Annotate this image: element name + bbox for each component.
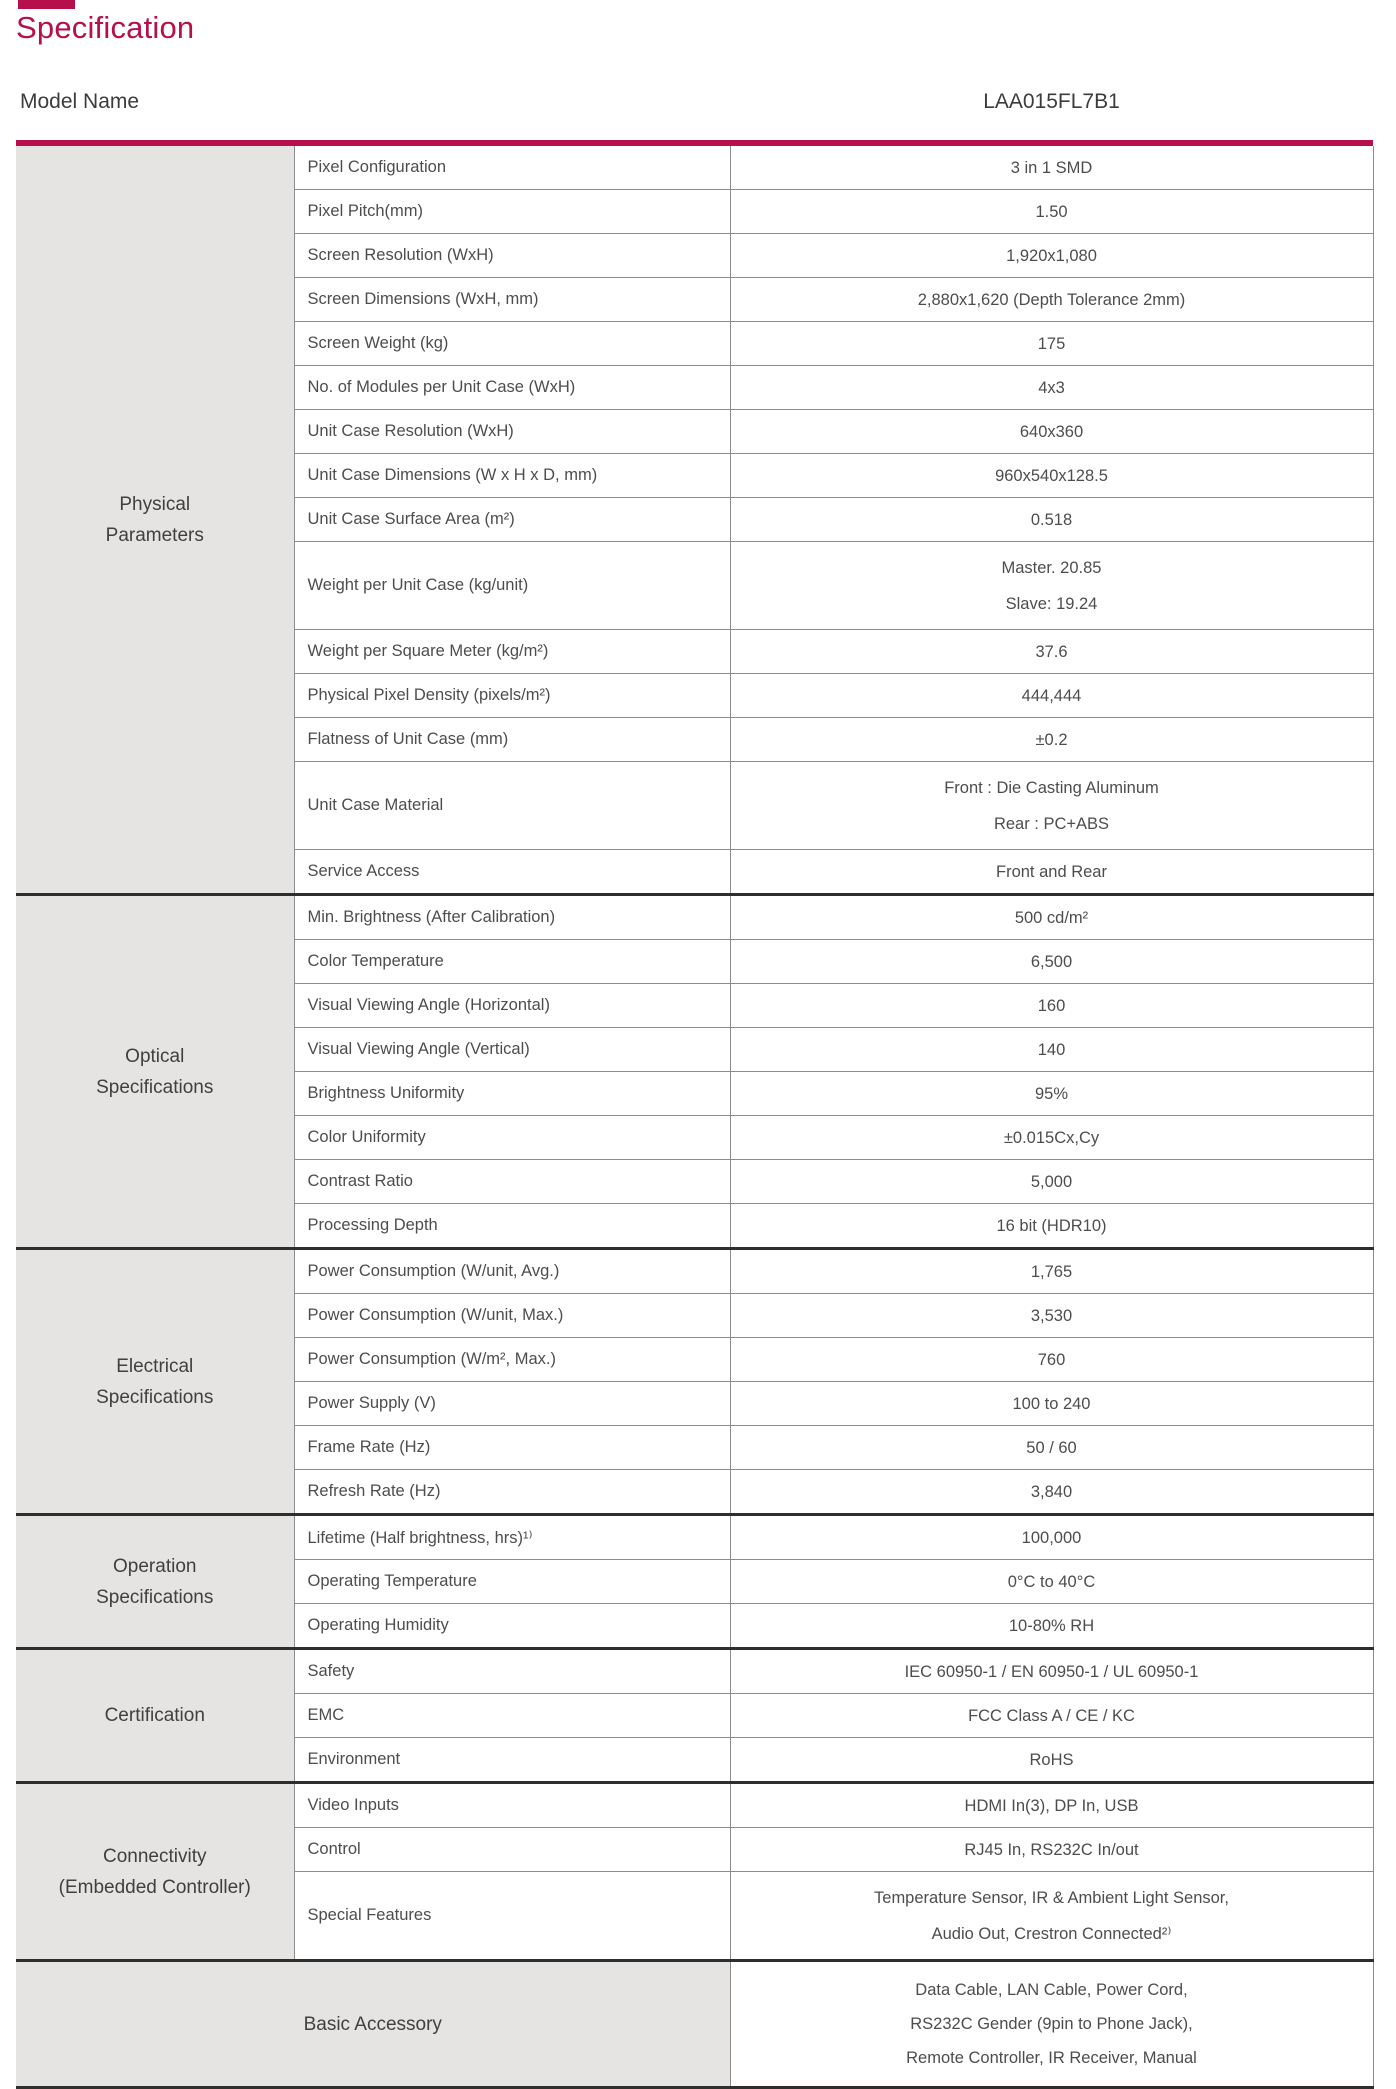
spec-label-cell: Screen Weight (kg) [294,322,730,366]
spec-value-cell: 16 bit (HDR10) [730,1204,1373,1249]
spec-label-cell: Screen Dimensions (WxH, mm) [294,278,730,322]
table-row [16,146,1373,190]
table-row [16,895,1373,940]
spec-value-cell: HDMI In(3), DP In, USB [730,1783,1373,1828]
section-category-cell: Physical Parameters [16,146,294,895]
spec-label-cell: Power Consumption (W/unit, Max.) [294,1294,730,1338]
spec-label-cell: Contrast Ratio [294,1160,730,1204]
spec-value-cell: 140 [730,1028,1373,1072]
spec-value-cell: Temperature Sensor, IR & Ambient Light Sensor, Audio Out, Crestron Connected²⁾ [730,1872,1373,1961]
spec-value-cell: 2,880x1,620 (Depth Tolerance 2mm) [730,278,1373,322]
spec-label-cell: Refresh Rate (Hz) [294,1470,730,1515]
spec-label-cell: Unit Case Surface Area (m²) [294,498,730,542]
spec-label-cell: Power Consumption (W/m², Max.) [294,1338,730,1382]
spec-value-cell: 10-80% RH [730,1604,1373,1649]
spec-value-cell: 444,444 [730,674,1373,718]
model-name-value: LAA015FL7B1 [983,90,1120,113]
spec-label-cell: Brightness Uniformity [294,1072,730,1116]
spec-value-cell: 5,000 [730,1160,1373,1204]
section-category-cell: Certification [16,1649,294,1783]
spec-label-cell: Color Uniformity [294,1116,730,1160]
spec-label-cell: Power Consumption (W/unit, Avg.) [294,1249,730,1294]
spec-value-cell: 3 in 1 SMD [730,146,1373,190]
spec-value-cell: 960x540x128.5 [730,454,1373,498]
spec-label-cell: Service Access [294,850,730,895]
spec-value-cell: ±0.2 [730,718,1373,762]
page-title: Specification [16,10,195,45]
table-row [16,1649,1373,1694]
spec-label-cell: Weight per Unit Case (kg/unit) [294,542,730,630]
spec-value-cell: 37.6 [730,630,1373,674]
spec-value-cell: IEC 60950-1 / EN 60950-1 / UL 60950-1 [730,1649,1373,1694]
spec-label-cell: Control [294,1828,730,1872]
spec-value-cell: 0°C to 40°C [730,1560,1373,1604]
basic-accessory-label-cell: Basic Accessory [16,1961,730,2088]
spec-label-cell: Flatness of Unit Case (mm) [294,718,730,762]
spec-table [16,140,1373,2089]
spec-value-cell: 95% [730,1072,1373,1116]
spec-label-cell: Safety [294,1649,730,1694]
section-category-cell: Connectivity (Embedded Controller) [16,1783,294,1961]
spec-label-cell: Weight per Square Meter (kg/m²) [294,630,730,674]
model-name-label: Model Name [20,90,140,113]
section-category-cell: Electrical Specifications [16,1249,294,1515]
spec-value-cell: Front and Rear [730,850,1373,895]
spec-label-cell: Color Temperature [294,940,730,984]
spec-value-cell: RJ45 In, RS232C In/out [730,1828,1373,1872]
spec-label-cell: Screen Resolution (WxH) [294,234,730,278]
spec-value-cell: 760 [730,1338,1373,1382]
spec-value-cell: ±0.015Cx,Cy [730,1116,1373,1160]
red-accent-bar [18,0,75,9]
spec-value-cell: 100 to 240 [730,1382,1373,1426]
spec-label-cell: Operating Humidity [294,1604,730,1649]
spec-value-cell: 500 cd/m² [730,895,1373,940]
section-category-cell: Optical Specifications [16,895,294,1249]
spec-value-cell: 1.50 [730,190,1373,234]
spec-value-cell: Front : Die Casting Aluminum Rear : PC+ABS [730,762,1373,850]
basic-accessory-row [16,1961,1373,2088]
spec-value-cell: 3,840 [730,1470,1373,1515]
spec-value-cell: 100,000 [730,1515,1373,1560]
spec-value-cell: 640x360 [730,410,1373,454]
spec-label-cell: Min. Brightness (After Calibration) [294,895,730,940]
spec-value-cell: FCC Class A / CE / KC [730,1694,1373,1738]
spec-label-cell: Processing Depth [294,1204,730,1249]
spec-label-cell: EMC [294,1694,730,1738]
spec-label-cell: Pixel Configuration [294,146,730,190]
spec-value-cell: 175 [730,322,1373,366]
spec-value-cell: 1,765 [730,1249,1373,1294]
spec-label-cell: Unit Case Dimensions (W x H x D, mm) [294,454,730,498]
spec-label-cell: Visual Viewing Angle (Vertical) [294,1028,730,1072]
spec-label-cell: Unit Case Resolution (WxH) [294,410,730,454]
spec-label-cell: Visual Viewing Angle (Horizontal) [294,984,730,1028]
spec-label-cell: Lifetime (Half brightness, hrs)¹⁾ [294,1515,730,1560]
spec-value-cell: 0.518 [730,498,1373,542]
model-name-row [0,86,1396,126]
spec-value-cell: 6,500 [730,940,1373,984]
spec-value-cell: 1,920x1,080 [730,234,1373,278]
spec-label-cell: Unit Case Material [294,762,730,850]
table-row [16,1515,1373,1560]
spec-value-cell: 160 [730,984,1373,1028]
spec-label-cell: Physical Pixel Density (pixels/m²) [294,674,730,718]
spec-value-cell: 3,530 [730,1294,1373,1338]
spec-label-cell: Pixel Pitch(mm) [294,190,730,234]
spec-value-cell: Master. 20.85 Slave: 19.24 [730,542,1373,630]
spec-value-cell: 50 / 60 [730,1426,1373,1470]
table-row [16,1783,1373,1828]
spec-label-cell: No. of Modules per Unit Case (WxH) [294,366,730,410]
section-category-cell: Operation Specifications [16,1515,294,1649]
spec-label-cell: Special Features [294,1872,730,1961]
spec-value-cell: 4x3 [730,366,1373,410]
spec-label-cell: Operating Temperature [294,1560,730,1604]
spec-value-cell: RoHS [730,1738,1373,1783]
basic-accessory-value-cell: Data Cable, LAN Cable, Power Cord, RS232C Gender (9pin to Phone Jack), Remote Controller, IR Receiver, Manual [730,1961,1373,2088]
spec-label-cell: Frame Rate (Hz) [294,1426,730,1470]
spec-label-cell: Video Inputs [294,1783,730,1828]
spec-label-cell: Environment [294,1738,730,1783]
spec-label-cell: Power Supply (V) [294,1382,730,1426]
table-row [16,1249,1373,1294]
